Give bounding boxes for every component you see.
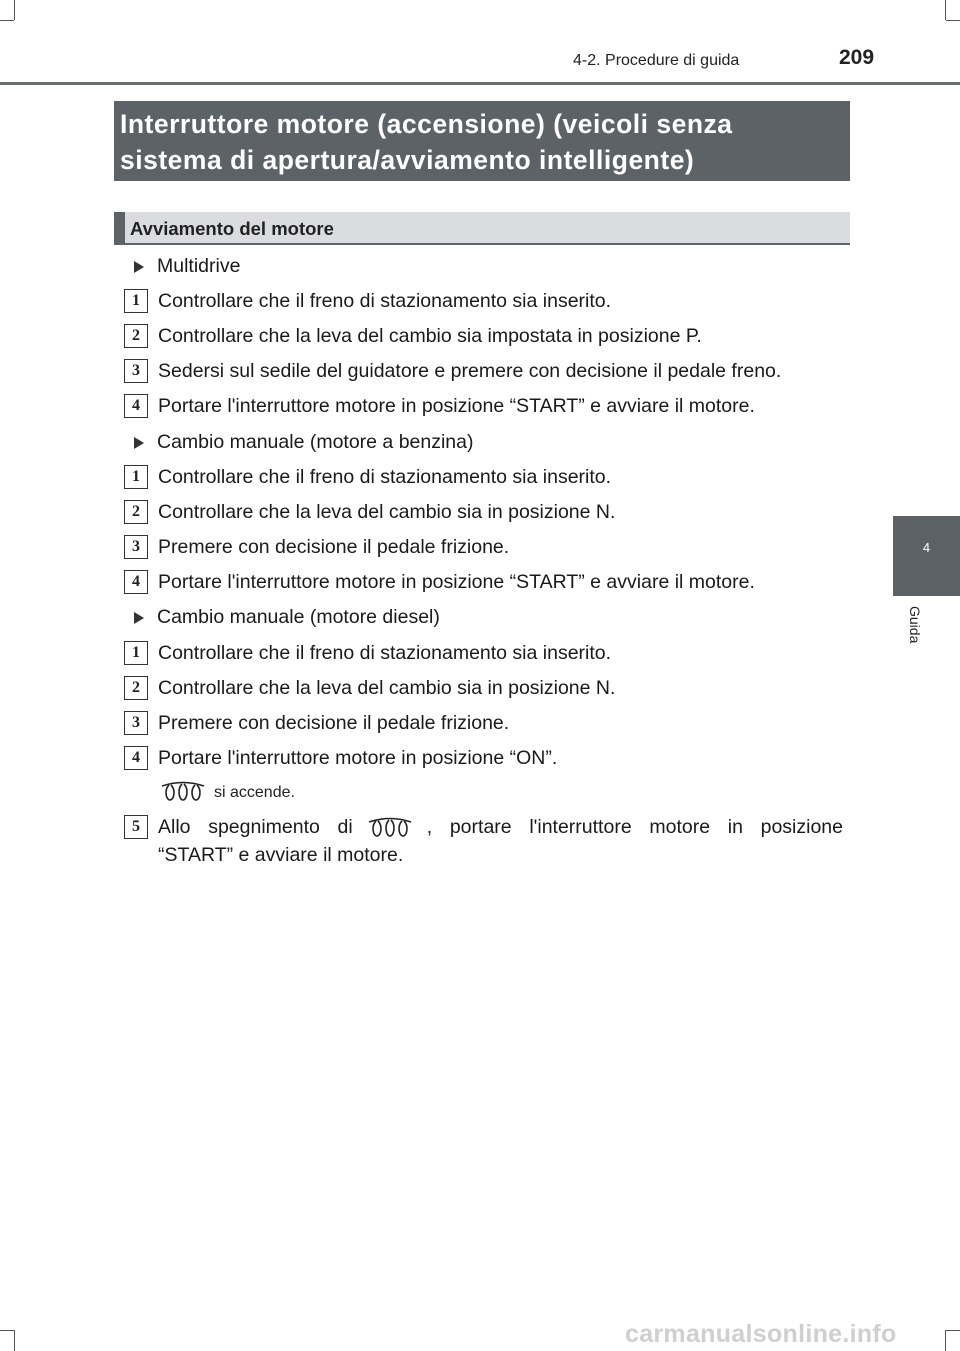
subheading: Avviamento del motore	[114, 212, 850, 245]
header-divider	[0, 82, 960, 85]
step-text-continuation: “START” e avviare il motore.	[158, 844, 404, 866]
crop-mark	[946, 20, 960, 21]
step-number: 1	[124, 465, 148, 489]
crop-mark	[946, 1330, 960, 1331]
step-number: 1	[124, 641, 148, 665]
crop-mark	[14, 1330, 15, 1351]
chapter-number: 4	[922, 540, 931, 555]
step-number: 4	[124, 394, 148, 418]
step-text: Controllare che la leva del cambio sia in posizione N.	[158, 677, 616, 699]
step-number: 4	[124, 746, 148, 770]
triangle-bullet-icon	[134, 261, 144, 273]
step-number: 3	[124, 535, 148, 559]
page-title-line-1: Interruttore motore (accensione) (veicoli senza	[120, 109, 733, 139]
triangle-bullet-icon	[134, 437, 144, 449]
step-number: 5	[124, 815, 148, 839]
step-text: Sedersi sul sedile del guidatore e premere con decisione il pedale freno.	[158, 360, 782, 382]
step-text: Premere con decisione il pedale frizione.	[158, 536, 510, 558]
note-text: si accende.	[214, 784, 295, 801]
step-number: 3	[124, 359, 148, 383]
step-number: 2	[124, 324, 148, 348]
step-text: Portare l'interruttore motore in posizione “START” e avviare il motore.	[158, 395, 755, 417]
page-title	[114, 101, 850, 181]
page-number: 209	[839, 46, 875, 69]
step-text: Controllare che il freno di stazionamento sia inserito.	[158, 466, 612, 488]
step-number: 2	[124, 500, 148, 524]
step-text: Portare l'interruttore motore in posizione “START” e avviare il motore.	[158, 571, 755, 593]
group-label: Multidrive	[134, 255, 240, 278]
crop-mark	[0, 1330, 14, 1331]
indicator-note	[160, 780, 295, 807]
crop-mark	[0, 20, 14, 21]
step-number: 4	[124, 570, 148, 594]
step-text: Controllare che il freno di stazionamento sia inserito.	[158, 642, 612, 664]
group-label: Cambio manuale (motore a benzina)	[134, 431, 474, 454]
group-label: Cambio manuale (motore diesel)	[134, 606, 440, 629]
step-number: 1	[124, 289, 148, 313]
step-text: Portare l'interruttore motore in posizione “ON”.	[158, 747, 558, 769]
crop-mark	[945, 1330, 946, 1351]
watermark: carmanualsonline.info	[625, 1320, 897, 1348]
glow-plug-indicator-icon	[160, 780, 206, 807]
chapter-tab	[893, 516, 960, 596]
step-number: 2	[124, 676, 148, 700]
step-number: 3	[124, 711, 148, 735]
step-text: Controllare che la leva del cambio sia in posizione N.	[158, 501, 616, 523]
crop-mark	[945, 0, 946, 20]
chapter-label: Guida	[907, 606, 923, 644]
glow-plug-indicator-icon	[367, 816, 413, 846]
step-text: Premere con decisione il pedale frizione.	[158, 712, 510, 734]
step-text: Controllare che il freno di stazionamento sia inserito.	[158, 290, 612, 312]
page-title-line-2: sistema di apertura/avviamento intelligente)	[120, 145, 695, 175]
step-text: Allo spegnimento di , portare l'interruttore motore in posizione	[158, 813, 843, 846]
section-title: 4-2. Procedure di guida	[573, 52, 740, 69]
triangle-bullet-icon	[134, 612, 144, 624]
step-text: Controllare che la leva del cambio sia impostata in posizione P.	[158, 325, 702, 347]
crop-mark	[14, 0, 15, 20]
